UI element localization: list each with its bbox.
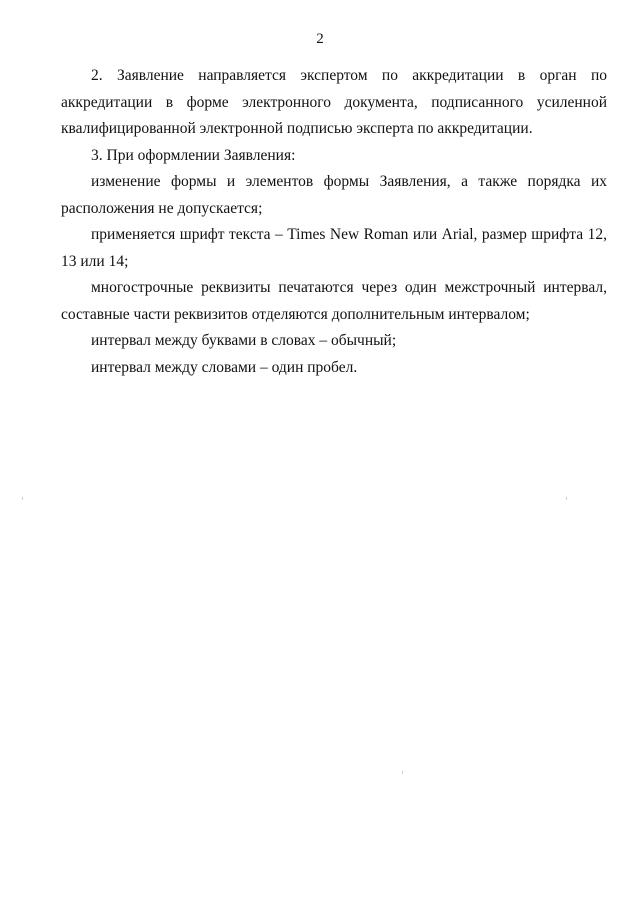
document-body [61, 63, 607, 381]
paragraph-letter-spacing-rule: интервал между буквами в словах – обычный; [91, 332, 397, 349]
scan-speck [22, 497, 23, 500]
paragraph-formatting-heading: 3. При оформлении Заявления: [91, 146, 296, 164]
paragraph-multiline-rule: многострочные реквизиты печатаются через один межстрочный интервал, составные части реквизитов отделяются дополнительным интервалом; [61, 279, 607, 323]
page-number: 2 [316, 31, 324, 47]
scan-speck [566, 497, 567, 500]
paragraph-form-change-rule: изменение формы и элементов формы Заявления, а также порядка их расположения не допускается; [61, 173, 607, 217]
scan-speck [402, 771, 403, 774]
paragraph-font-rule: применяется шрифт текста – Times New Roman или Arial, размер шрифта 12, 13 или 14; [61, 226, 607, 270]
paragraph-word-spacing-rule: интервал между словами – один пробел. [91, 358, 358, 376]
paragraph-submission-method: 2. Заявление направляется экспертом по аккредитации в орган по аккредитации в форме электронного документа, подписанного усиленной квалифицированной электронной подписью эксперта по аккредитации. [61, 67, 607, 137]
